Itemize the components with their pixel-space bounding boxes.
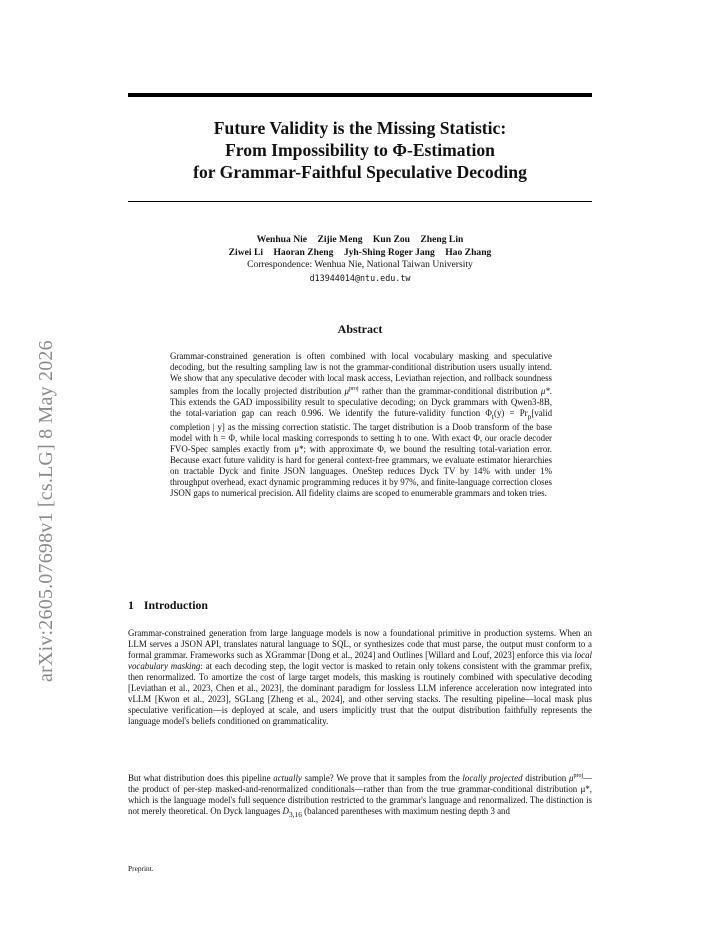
math-symbol: μ xyxy=(569,772,574,783)
math-subscript: p xyxy=(527,411,532,421)
section-heading xyxy=(128,598,208,613)
author-row-2 xyxy=(128,247,592,260)
body-text: Grammar-constrained generation from large language models is now a foundational primitive in production systems. When an LLM serves a JSON API, translates natural language to SQL, or synthesizes code that must parse, the output must conform to a formal grammar. Frameworks such as XGrammar [Dong et al., 2024] and Outlines [Willard and Louf, 2023] enforce this via xyxy=(128,628,592,660)
author-name: Ziwei Li xyxy=(228,246,264,258)
abstract-heading: Abstract xyxy=(337,322,383,336)
author-name: Kun Zou xyxy=(372,234,410,245)
title-top-rule xyxy=(128,93,592,97)
abstract-text: . This extends the GAD impossibility result to speculative decoding; on Dyck grammars with Qwen3-8B, the total-variation gap can reach 0.996. We identify the future-validity function Φ xyxy=(170,385,552,418)
emphasis-text: local vocabulary masking xyxy=(128,649,592,671)
emphasis-text: locally projected xyxy=(462,772,523,783)
title-line-1: Future Validity is the Missing Statistic: xyxy=(213,118,507,138)
author-name: Zheng Lin xyxy=(420,234,464,245)
math-symbol: D xyxy=(282,805,289,816)
body-text: : at each decoding step, the logit vector is masked to retain only tokens consistent with the grammar prefix, then renormalized. To amortize the cost of large target models, this masking is routinely combined with speculative decoding [Leviathan et al., 2023, Chen et al., 2023], the dominant paradigm for lossless LLM inference acceleration now integrated into vLLM [Kwon et al., 2023], SGLang [Zheng et al., 2024], and other serving stacks. The resulting pipeline—local mask plus speculative verification—is deployed at scale, and users implicitly trust that the output distribution faithfully represents the language model's beliefs conditioned on grammaticality. xyxy=(128,660,592,726)
math-subscript: 3,16 xyxy=(288,809,302,819)
math-symbol: μ xyxy=(344,385,349,396)
math-superscript: proj xyxy=(573,773,584,779)
math-subscript: t xyxy=(491,411,494,421)
math-symbol: μ* xyxy=(540,385,550,396)
abstract-text: [valid completion | y] as the missing correction statistic. The target distribution is a Doob transform of the base model with h = Φ, while local masking corresponds to setting h to one. With exact Φ, our oracle decoder FVO-Spec samples exactly from μ*; with approximate Φ, we bound the resulting total-variation error. Because exact future validity is hard for general context-free grammars, we evaluate estimator hierarchies on tractable Dyck and finite JSON languages. OneStep reduces Dyck TV by 14% with under 1% throughput overhead, exact dynamic programming reduces it by 97%, and finite-language correction closes JSON gaps to numerical precision. All fidelity claims are scoped to enumerable grammars and token tries. xyxy=(170,407,553,499)
intro-paragraph-1 xyxy=(128,628,592,727)
body-text: distribution xyxy=(522,772,569,783)
author-name: Wenhua Nie xyxy=(256,234,308,245)
body-text: (balanced parentheses with maximum nesting depth 3 and xyxy=(301,805,510,816)
correspondence-line: Correspondence: Wenhua Nie, National Taiwan University xyxy=(247,259,473,270)
correspondence-email[interactable]: d13944014@ntu.edu.tw xyxy=(309,272,411,283)
footer-note: Preprint. xyxy=(128,864,154,873)
section-number: 1 xyxy=(128,598,134,612)
author-row-1 xyxy=(128,234,592,247)
section-title: Introduction xyxy=(143,598,208,612)
body-text: —the product of per-step masked-and-renormalized conditionals—rather than from the true grammar-conditional distribution μ*, which is the language model's full sequence distribution restricted to the grammar's language and renormalized. The distinction is not merely theoretical. On Dyck languages xyxy=(128,772,593,816)
author-name: Zijie Meng xyxy=(317,234,363,245)
arxiv-identifier: arXiv:2605.07698v1 [cs.LG] 8 May 2026 xyxy=(35,340,57,682)
abstract-text: rather than the grammar-conditional distribution xyxy=(358,385,541,396)
arxiv-sidebar xyxy=(15,262,55,682)
body-text: But what distribution does this pipeline xyxy=(128,772,274,783)
abstract-text: Grammar-constrained generation is often combined with local vocabulary masking and speculative decoding, but the resulting sampling law is not the grammar-conditional distribution users usually intend. We show that any speculative decoder with local mask access, Leviathan rejection, and rollback soundness samples from the locally projected distribution xyxy=(170,351,552,396)
emphasis-text: actually xyxy=(273,772,302,783)
paper-title xyxy=(128,117,592,183)
title-bottom-rule xyxy=(128,201,592,202)
body-text: sample? We prove that it samples from the xyxy=(301,772,463,783)
math-superscript: proj xyxy=(348,385,359,392)
abstract-text: (y) = Pr xyxy=(493,407,528,418)
title-line-2: From Impossibility to Φ-Estimation xyxy=(225,140,495,160)
author-name: Jyh-Shing Roger Jang xyxy=(343,246,435,258)
title-line-3: for Grammar-Faithful Speculative Decoding xyxy=(193,162,527,182)
author-name: Haoran Zheng xyxy=(273,246,334,258)
intro-paragraph-2 xyxy=(128,771,592,821)
author-name: Hao Zhang xyxy=(445,246,492,258)
abstract-body xyxy=(170,351,552,499)
author-block xyxy=(128,234,592,284)
